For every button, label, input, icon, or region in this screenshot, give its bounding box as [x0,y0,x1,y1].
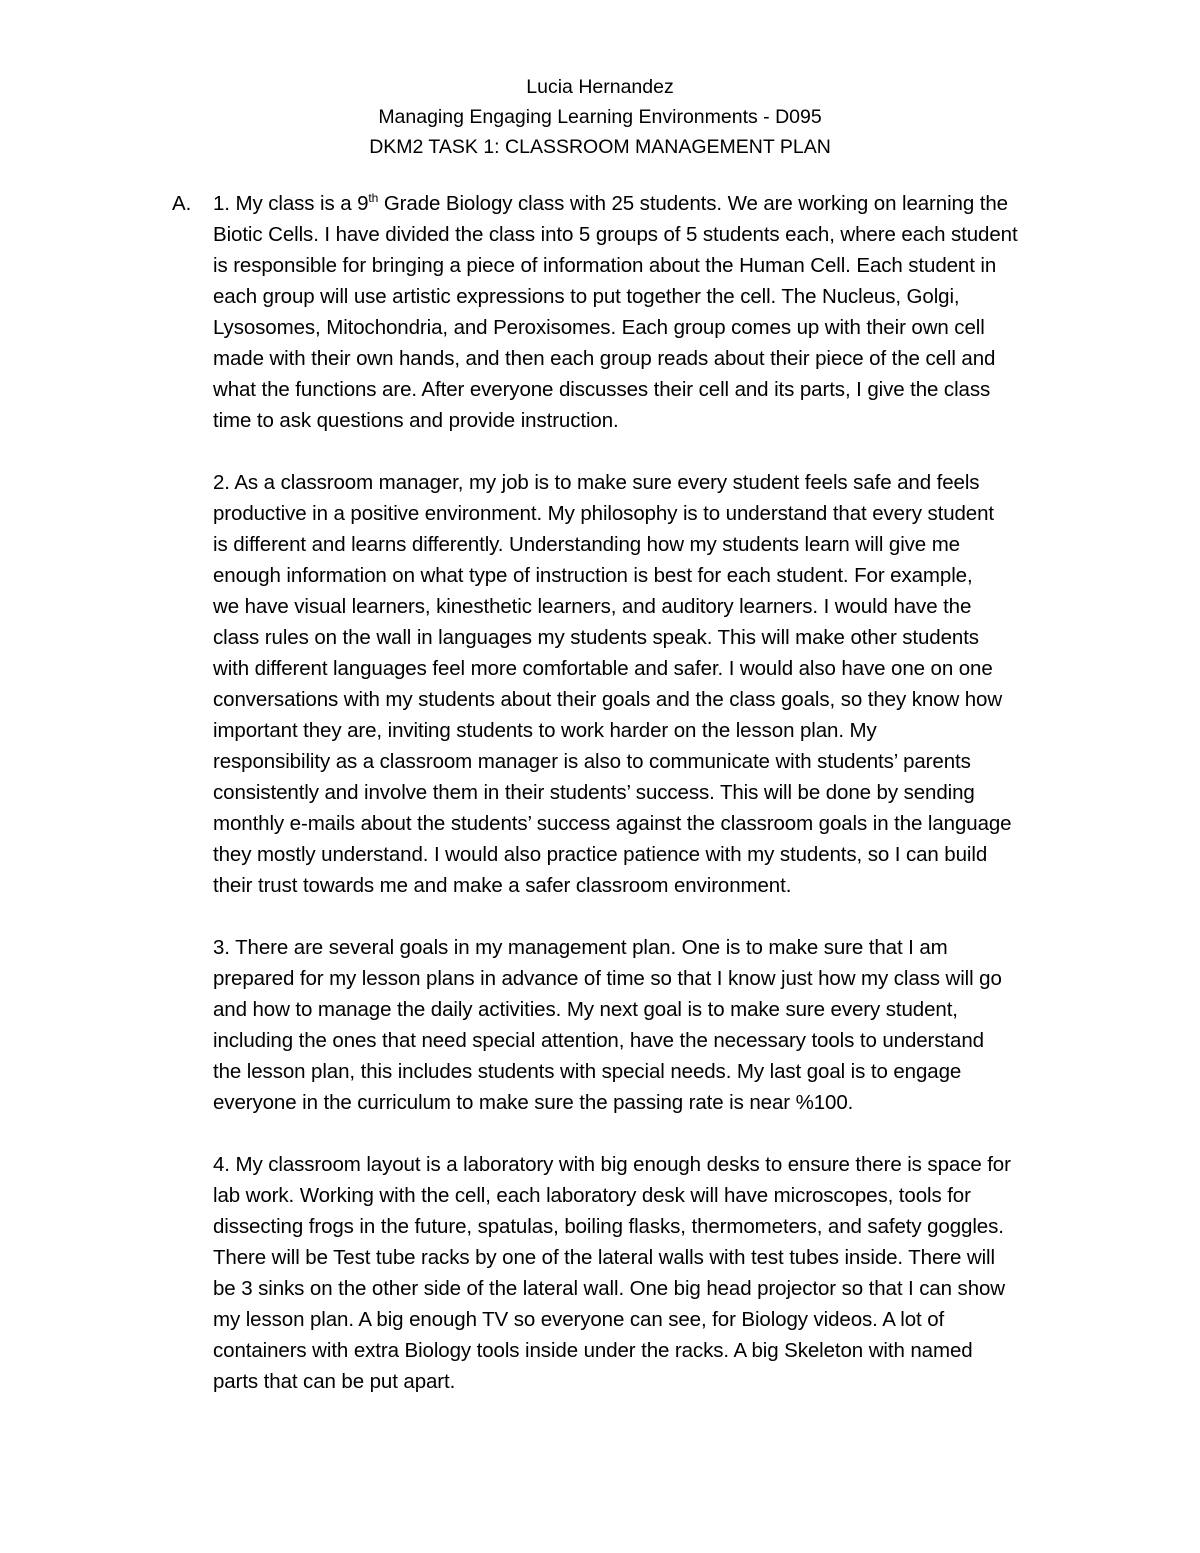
text-run: 1. My class is a 9 [213,192,369,215]
document-header [0,72,1200,162]
paragraph-line: Biotic Cells. I have divided the class into 5 groups of 5 students each, where each student [213,223,1018,246]
paragraph-line: important they are, inviting students to work harder on the lesson plan. My [213,719,877,742]
paragraph-line: made with their own hands, and then each group reads about their piece of the cell and [213,347,996,370]
paragraph-philosophy [213,467,1073,901]
paragraph-line: 4. My classroom layout is a laboratory with big enough desks to ensure there is space for [213,1153,1011,1176]
paragraph-line: with different languages feel more comfortable and safer. I would also have one on one [213,657,993,680]
paragraph-line: including the ones that need special attention, have the necessary tools to understand [213,1029,984,1052]
paragraph-line: lab work. Working with the cell, each laboratory desk will have microscopes, tools for [213,1184,971,1207]
paragraph-line: is different and learns differently. Understanding how my students learn will give me [213,533,960,556]
paragraph-line: prepared for my lesson plans in advance of time so that I know just how my class will go [213,967,1002,990]
paragraph-line: time to ask questions and provide instruction. [213,409,619,432]
paragraph-line: we have visual learners, kinesthetic learners, and auditory learners. I would have the [213,595,972,618]
paragraph-line: productive in a positive environment. My philosophy is to understand that every student [213,502,994,525]
paragraph-line: enough information on what type of instruction is best for each student. For example, [213,564,973,587]
paragraph-line: containers with extra Biology tools inside under the racks. A big Skeleton with named [213,1339,973,1362]
paragraph-line: consistently and involve them in their students’ success. This will be done by sending [213,781,975,804]
paragraph-line: monthly e-mails about the students’ success against the classroom goals in the language [213,812,1012,835]
paragraph-line: is responsible for bringing a piece of information about the Human Cell. Each student in [213,254,997,277]
paragraph-line: parts that can be put apart. [213,1370,456,1393]
paragraph-line: and how to manage the daily activities. My next goal is to make sure every student, [213,998,958,1021]
paragraph-classroom-layout [213,1149,1073,1397]
paragraph-goals [213,932,1073,1118]
task-title: DKM2 TASK 1: CLASSROOM MANAGEMENT PLAN [369,136,831,158]
paragraph-line: 3. There are several goals in my management plan. One is to make sure that I am [213,936,948,959]
paragraph-line: dissecting frogs in the future, spatulas, boiling flasks, thermometers, and safety goggles. [213,1215,1004,1238]
paragraph-line: their trust towards me and make a safer classroom environment. [213,874,792,897]
paragraph-line: be 3 sinks on the other side of the lateral wall. One big head projector so that I can show [213,1277,1006,1300]
course-title: Managing Engaging Learning Environments - D095 [378,106,822,128]
text-run: Grade Biology class with 25 students. We are working on learning the [378,192,1008,215]
paragraph-line: conversations with my students about their goals and the class goals, so they know how [213,688,1003,711]
paragraph-class-description [213,188,1073,436]
paragraph-line: 2. As a classroom manager, my job is to make sure every student feels safe and feels [213,471,980,494]
section-label: A. [172,192,192,215]
paragraph-line: Lysosomes, Mitochondria, and Peroxisomes. Each group comes up with their own cell [213,316,985,339]
paragraph-line: each group will use artistic expressions to put together the cell. The Nucleus, Golgi, [213,285,960,308]
ordinal-superscript: th [368,191,379,205]
document-body [213,188,1073,1428]
paragraph-line: my lesson plan. A big enough TV so everyone can see, for Biology videos. A lot of [213,1308,945,1331]
paragraph-line: There will be Test tube racks by one of the lateral walls with test tubes inside. There will [213,1246,995,1269]
paragraph-line: responsibility as a classroom manager is also to communicate with students’ parents [213,750,971,773]
paragraph-line: they mostly understand. I would also practice patience with my students, so I can build [213,843,988,866]
paragraph-line: everyone in the curriculum to make sure the passing rate is near %100. [213,1091,854,1114]
paragraph-line: what the functions are. After everyone discusses their cell and its parts, I give the class [213,378,991,401]
paragraph-line: the lesson plan, this includes students with special needs. My last goal is to engage [213,1060,962,1083]
paragraph-line [213,188,1073,219]
paragraph-line: class rules on the wall in languages my students speak. This will make other students [213,626,979,649]
author-name: Lucia Hernandez [526,76,674,98]
